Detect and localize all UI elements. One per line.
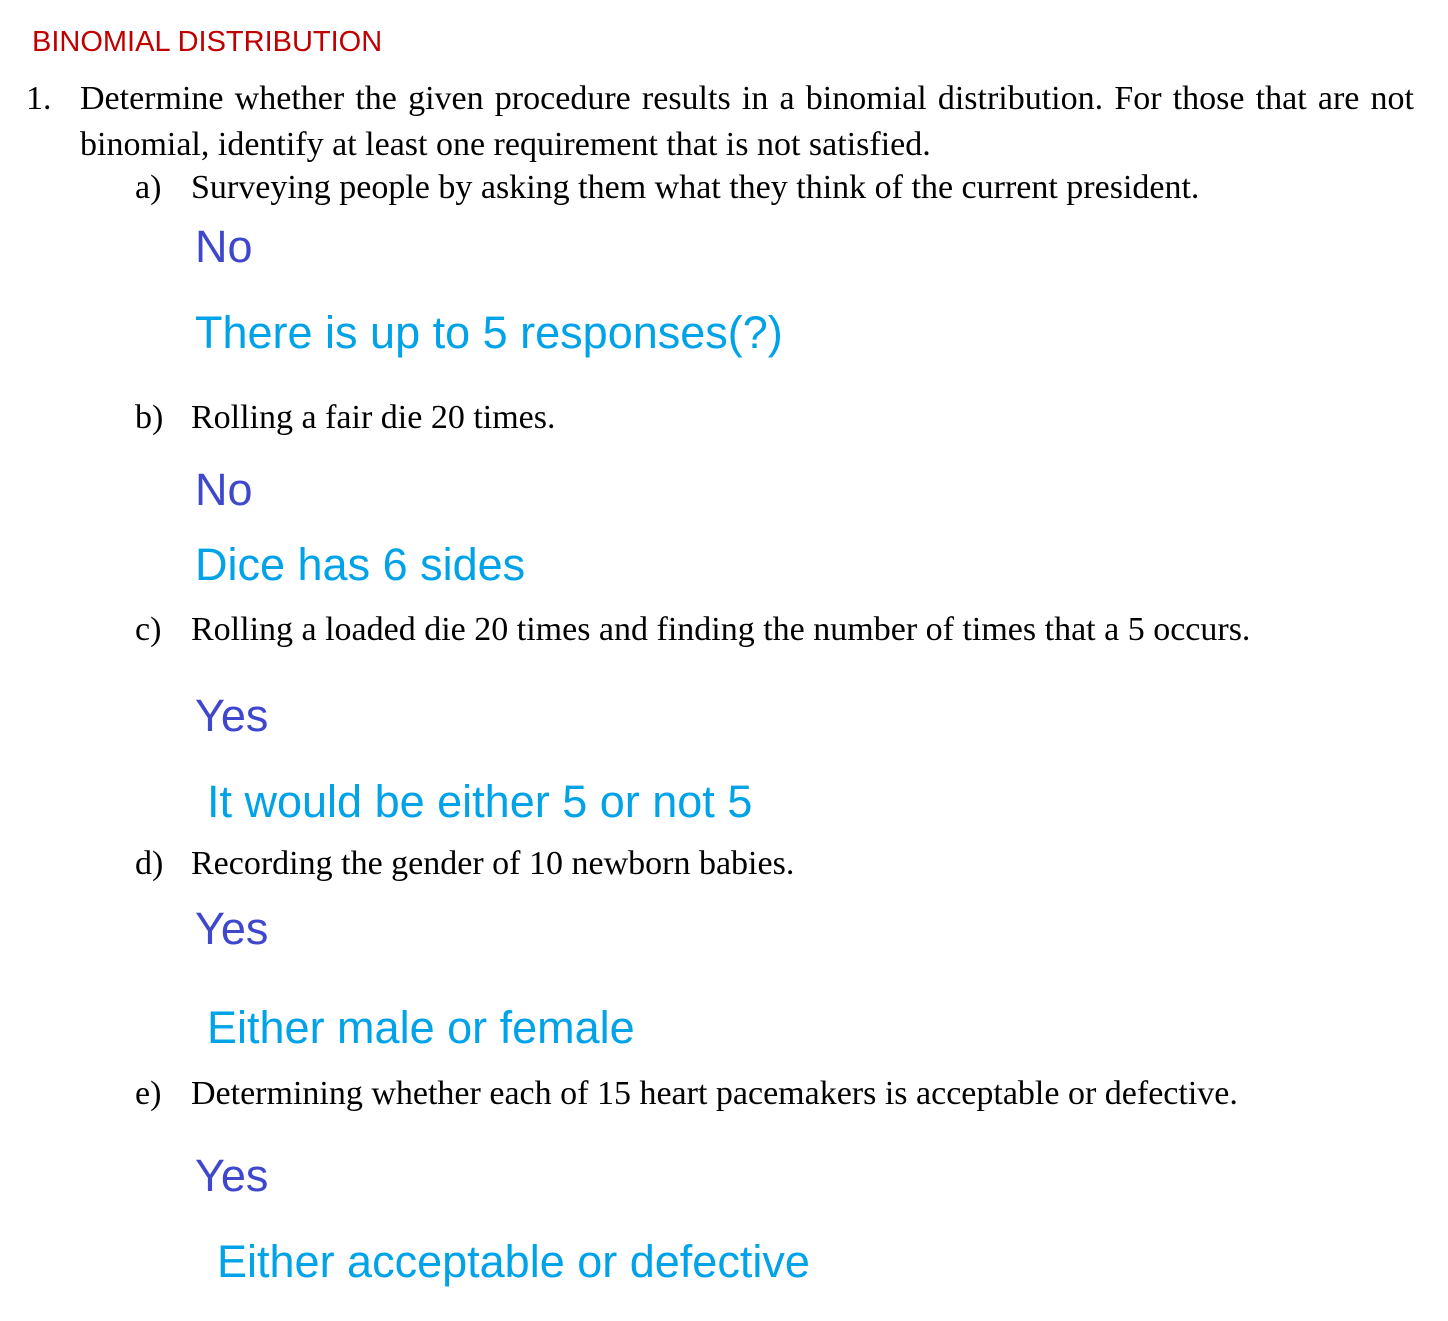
item-b-answer: No xyxy=(195,464,253,515)
item-b-letter: b) xyxy=(135,399,164,436)
item-d-letter: d) xyxy=(135,845,164,882)
item-c-reason: It would be either 5 or not 5 xyxy=(207,776,753,827)
question-text: Determine whether the given procedure results in a binomial distribution. For those that are not binomial, identify at least one requirement that is not satisfied. xyxy=(80,80,1414,163)
item-a-reason: There is up to 5 responses(?) xyxy=(195,307,783,358)
item-e-text: Determining whether each of 15 heart pacemakers is acceptable or defective. xyxy=(191,1075,1238,1112)
item-c-letter: c) xyxy=(135,611,162,648)
item-a-letter: a) xyxy=(135,169,162,206)
page-title: BINOMIAL DISTRIBUTION xyxy=(32,26,383,58)
item-d-reason: Either male or female xyxy=(207,1002,635,1053)
item-b-text: Rolling a fair die 20 times. xyxy=(191,399,556,436)
item-d-text: Recording the gender of 10 newborn babies. xyxy=(191,845,795,882)
item-b-reason: Dice has 6 sides xyxy=(195,539,526,590)
item-e-reason: Either acceptable or defective xyxy=(217,1236,810,1287)
item-a-text: Surveying people by asking them what they think of the current president. xyxy=(191,169,1200,206)
item-e-answer: Yes xyxy=(195,1150,269,1201)
item-e-letter: e) xyxy=(135,1075,162,1112)
item-d-answer: Yes xyxy=(195,903,269,954)
item-c-answer: Yes xyxy=(195,690,269,741)
item-c-text: Rolling a loaded die 20 times and finding the number of times that a 5 occurs. xyxy=(191,611,1251,648)
question-number: 1. xyxy=(26,80,52,117)
item-a-answer: No xyxy=(195,221,253,272)
